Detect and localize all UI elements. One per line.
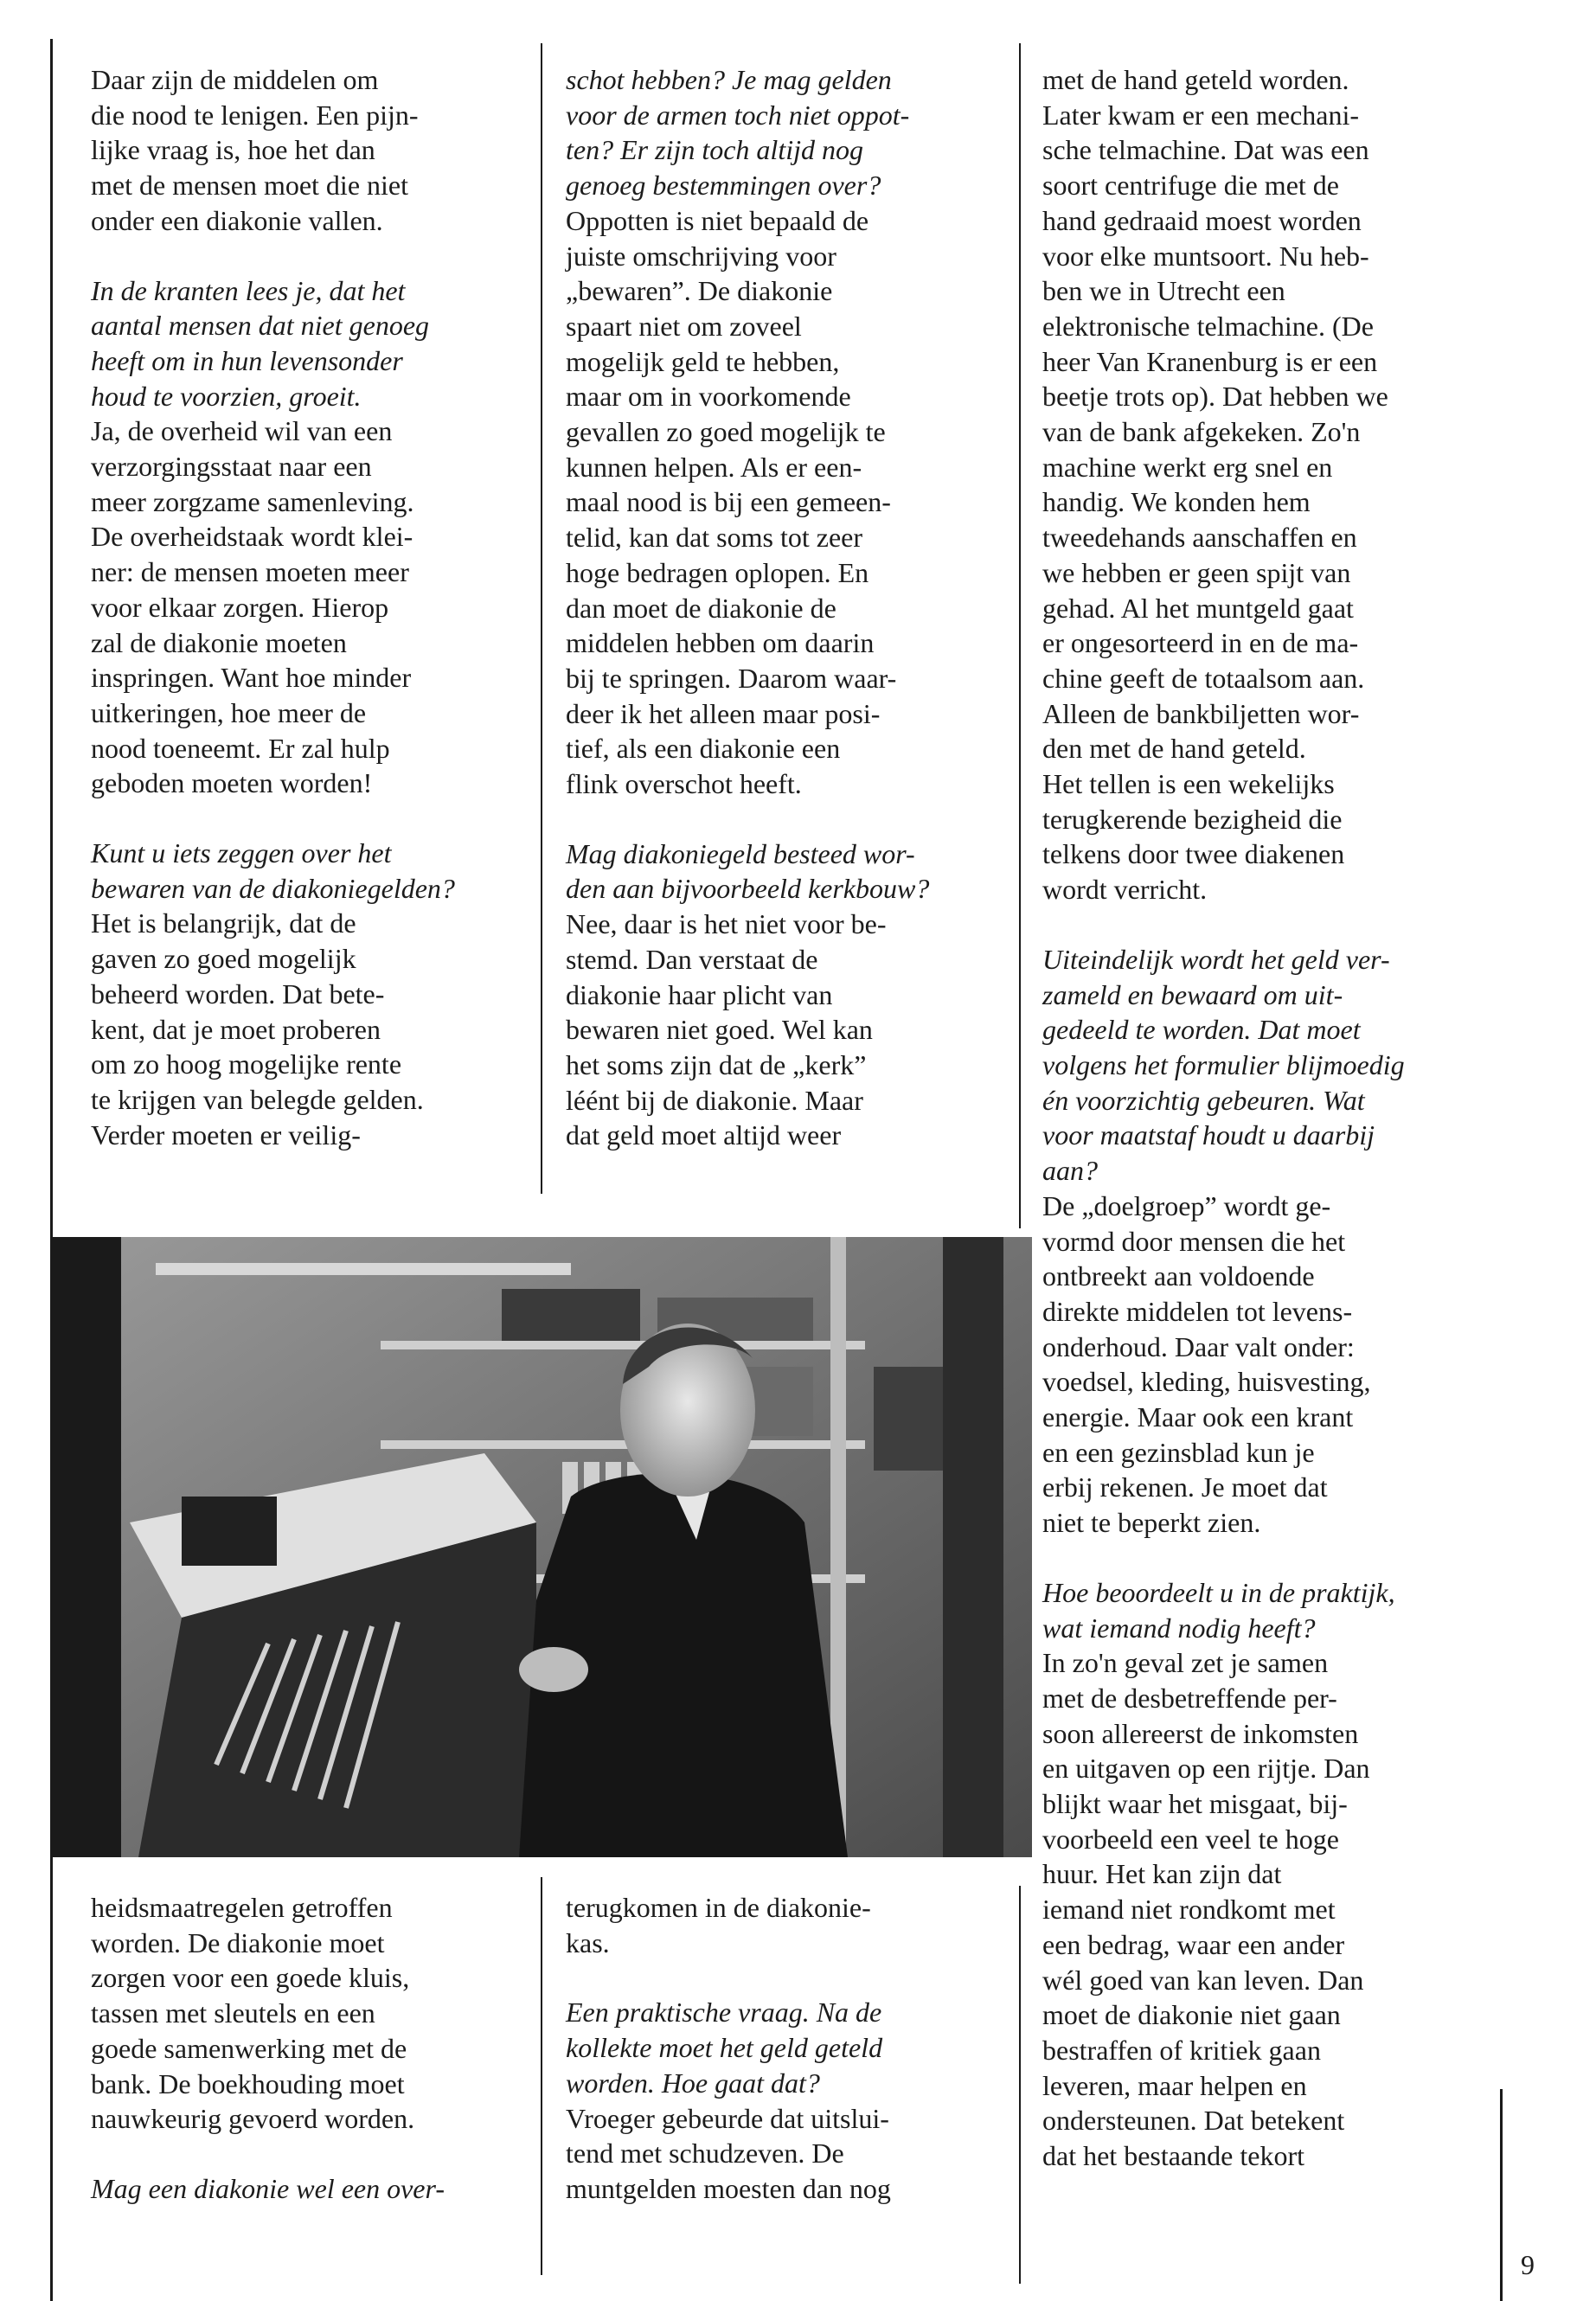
interview-answer bbox=[566, 2101, 1007, 2207]
left-margin-rule bbox=[50, 39, 53, 2301]
text-line: nood toeneemt. Er zal hulp bbox=[91, 732, 390, 764]
text-line: soon allereerst de inkomsten bbox=[1042, 1717, 1359, 1749]
column-1-bottom bbox=[91, 1890, 523, 2207]
text-line: telid, kan dat soms tot zeer bbox=[566, 522, 863, 554]
text-line: dat het bestaande tekort bbox=[1042, 2140, 1304, 2172]
interview-answer bbox=[91, 62, 523, 239]
text-line: ten? Er zijn toch altijd nog bbox=[566, 134, 863, 166]
text-line: hoge bedragen oplopen. En bbox=[566, 556, 869, 588]
text-line: Kunt u iets zeggen over het bbox=[91, 837, 392, 869]
text-line: onder een diakonie vallen. bbox=[91, 204, 383, 236]
text-line: voor de armen toch niet oppot- bbox=[566, 99, 910, 131]
text-line: Het tellen is een wekelijks bbox=[1042, 768, 1335, 800]
interview-answer bbox=[1042, 62, 1492, 907]
text-line: tief, als een diakonie een bbox=[566, 733, 841, 765]
text-line: heeft om in hun levensonder bbox=[91, 344, 403, 376]
text-line: gehad. Al het muntgeld gaat bbox=[1042, 592, 1354, 624]
text-line: er ongesorteerd in en de ma- bbox=[1042, 627, 1359, 659]
text-line: aan? bbox=[1042, 1155, 1098, 1187]
text-line: hand gedraaid moest worden bbox=[1042, 204, 1362, 236]
text-line: wordt verricht. bbox=[1042, 874, 1208, 906]
text-line: tweedehands aanschaffen en bbox=[1042, 522, 1357, 554]
text-line: én voorzichtig gebeuren. Wat bbox=[1042, 1084, 1365, 1116]
text-line: chine geeft de totaalsom aan. bbox=[1042, 662, 1365, 694]
text-line: een bedrag, waar een ander bbox=[1042, 1928, 1345, 1960]
text-line: zameld en bewaard om uit- bbox=[1042, 978, 1343, 1010]
interview-answer bbox=[91, 1890, 523, 2137]
text-line: en uitgaven op een rijtje. Dan bbox=[1042, 1753, 1370, 1785]
text-line: den aan bijvoorbeeld kerkbouw? bbox=[566, 873, 930, 905]
interview-answer bbox=[566, 203, 1007, 802]
text-line: Nee, daar is het niet voor be- bbox=[566, 908, 887, 940]
column-rule-1-bottom bbox=[541, 1877, 542, 2275]
text-line: diakonie haar plicht van bbox=[566, 978, 833, 1010]
text-line: met de mensen moet die niet bbox=[91, 170, 408, 202]
text-line: bank. De boekhouding moet bbox=[91, 2067, 405, 2099]
text-line: worden. Hoe gaat dat? bbox=[566, 2067, 820, 2099]
text-line: blijkt waar het misgaat, bij- bbox=[1042, 1788, 1348, 1820]
text-line: flink overschot heeft. bbox=[566, 768, 802, 800]
interview-question bbox=[566, 1995, 1007, 2100]
column-2-bottom bbox=[566, 1890, 1007, 2207]
text-line: Mag diakoniegeld besteed wor- bbox=[566, 837, 915, 869]
photo-illustration bbox=[52, 1237, 1032, 1857]
text-line: volgens het formulier blijmoedig bbox=[1042, 1048, 1405, 1080]
text-line: erbij rekenen. Je moet dat bbox=[1042, 1471, 1328, 1503]
text-line: ontbreekt aan voldoende bbox=[1042, 1260, 1315, 1292]
page-number: 9 bbox=[1521, 2249, 1535, 2280]
text-line: gaven zo goed mogelijk bbox=[91, 943, 356, 975]
text-line: bestraffen of kritiek gaan bbox=[1042, 2034, 1321, 2066]
text-line: gedeeld te worden. Dat moet bbox=[1042, 1014, 1361, 1046]
text-line: kollekte moet het geld geteld bbox=[566, 2032, 883, 2064]
text-line: handig. We konden hem bbox=[1042, 486, 1311, 518]
text-line: Later kwam er een mechani- bbox=[1042, 99, 1360, 131]
text-line: we hebben er geen spijt van bbox=[1042, 556, 1351, 588]
text-line: muntgelden moesten dan nog bbox=[566, 2172, 891, 2204]
text-line: Oppotten is niet bepaald de bbox=[566, 204, 869, 236]
text-line: De overheidstaak wordt klei- bbox=[91, 521, 413, 553]
interview-question bbox=[91, 2171, 523, 2207]
text-line: die nood te lenigen. Een pijn- bbox=[91, 99, 419, 131]
text-line: voorbeeld een veel te hoge bbox=[1042, 1823, 1339, 1855]
text-line: aantal mensen dat niet genoeg bbox=[91, 310, 430, 342]
text-line: inspringen. Want hoe minder bbox=[91, 662, 412, 694]
interview-answer bbox=[566, 907, 1007, 1153]
text-line: huur. Het kan zijn dat bbox=[1042, 1858, 1282, 1890]
text-line: dat geld moet altijd weer bbox=[566, 1119, 842, 1151]
text-line: deer ik het alleen maar posi- bbox=[566, 697, 881, 729]
text-line: kunnen helpen. Als er een- bbox=[566, 451, 862, 483]
text-line: „bewaren”. De diakonie bbox=[566, 275, 833, 307]
text-line: worden. De diakonie moet bbox=[91, 1926, 385, 1958]
interview-question bbox=[1042, 942, 1492, 1189]
column-rule-2-top bbox=[1019, 43, 1021, 1228]
text-line: beheerd worden. Dat bete- bbox=[91, 977, 385, 1009]
text-line: Uiteindelijk wordt het geld ver- bbox=[1042, 943, 1390, 975]
text-line: lijke vraag is, hoe het dan bbox=[91, 134, 375, 166]
text-line: De „doelgroep” wordt ge- bbox=[1042, 1189, 1331, 1221]
text-line: kas. bbox=[566, 1926, 610, 1958]
text-line: ondersteunen. Dat betekent bbox=[1042, 2105, 1345, 2137]
text-line: zorgen voor een goede kluis, bbox=[91, 1962, 410, 1994]
text-line: Mag een diakonie wel een over- bbox=[91, 2172, 445, 2204]
text-line: machine werkt erg snel en bbox=[1042, 451, 1333, 483]
text-line: tassen met sleutels en een bbox=[91, 1997, 375, 2029]
interview-question bbox=[91, 836, 523, 906]
text-line: vormd door mensen die het bbox=[1042, 1225, 1346, 1257]
text-line: léént bij de diakonie. Maar bbox=[566, 1084, 863, 1116]
text-line: Verder moeten er veilig- bbox=[91, 1118, 361, 1150]
text-line: Ja, de overheid wil van een bbox=[91, 415, 393, 447]
text-line: bij te springen. Daarom waar- bbox=[566, 662, 897, 694]
text-line: met de desbetreffende per- bbox=[1042, 1682, 1337, 1714]
text-line: voor maatstaf houdt u daarbij bbox=[1042, 1119, 1375, 1151]
text-line: te krijgen van belegde gelden. bbox=[91, 1083, 424, 1115]
text-line: leveren, maar helpen en bbox=[1042, 2069, 1307, 2101]
text-line: maar om in voorkomende bbox=[566, 381, 851, 413]
text-line: Alleen de bankbiljetten wor- bbox=[1042, 697, 1360, 729]
text-line: In de kranten lees je, dat het bbox=[91, 274, 406, 306]
text-line: dan moet de diakonie de bbox=[566, 592, 836, 624]
text-line: maal nood is bij een gemeen- bbox=[566, 486, 891, 518]
interview-answer bbox=[1042, 1645, 1492, 2174]
text-line: Daar zijn de middelen om bbox=[91, 64, 379, 95]
interview-question bbox=[566, 836, 1007, 907]
text-line: moet de diakonie niet gaan bbox=[1042, 1999, 1341, 2031]
text-line: zal de diakonie moeten bbox=[91, 626, 347, 658]
column-3 bbox=[1042, 62, 1492, 2174]
text-line: juiste omschrijving voor bbox=[566, 240, 836, 272]
text-line: bewaren niet goed. Wel kan bbox=[566, 1014, 873, 1046]
text-line: onderhoud. Daar valt onder: bbox=[1042, 1330, 1355, 1362]
text-line: energie. Maar ook een krant bbox=[1042, 1401, 1354, 1433]
text-line: het soms zijn dat de „kerk” bbox=[566, 1048, 867, 1080]
text-line: spaart niet om zoveel bbox=[566, 310, 802, 342]
text-line: Vroeger gebeurde dat uitslui- bbox=[566, 2102, 889, 2134]
text-line: schot hebben? Je mag gelden bbox=[566, 64, 892, 95]
text-line: ben we in Utrecht een bbox=[1042, 275, 1285, 307]
text-line: voedsel, kleding, huisvesting, bbox=[1042, 1366, 1371, 1398]
text-line: soort centrifuge die met de bbox=[1042, 170, 1339, 202]
interview-answer bbox=[91, 413, 523, 801]
column-rule-2-bottom bbox=[1019, 1886, 1021, 2284]
text-line: wat iemand nodig heeft? bbox=[1042, 1612, 1316, 1644]
text-line: en een gezinsblad kun je bbox=[1042, 1436, 1315, 1468]
text-line: elektronische telmachine. (De bbox=[1042, 310, 1374, 342]
text-line: Hoe beoordeelt u in de praktijk, bbox=[1042, 1576, 1395, 1608]
right-margin-rule bbox=[1500, 2089, 1503, 2301]
text-line: voor elke muntsoort. Nu heb- bbox=[1042, 240, 1369, 272]
text-line: met de hand geteld worden. bbox=[1042, 64, 1349, 95]
interview-question bbox=[91, 273, 523, 414]
text-line: den met de hand geteld. bbox=[1042, 733, 1306, 765]
text-line: In zo'n geval zet je samen bbox=[1042, 1647, 1329, 1679]
text-line: iemand niet rondkomt met bbox=[1042, 1894, 1336, 1926]
text-line: gevallen zo goed mogelijk te bbox=[566, 416, 886, 448]
text-line: niet te beperkt zien. bbox=[1042, 1507, 1261, 1539]
text-line: voor elkaar zorgen. Hierop bbox=[91, 591, 389, 623]
text-line: houd te voorzien, groeit. bbox=[91, 380, 362, 412]
text-line: Een praktische vraag. Na de bbox=[566, 1997, 882, 2029]
text-line: heidsmaatregelen getroffen bbox=[91, 1892, 393, 1923]
text-line: ner: de mensen moeten meer bbox=[91, 556, 409, 588]
text-line: om zo hoog mogelijke rente bbox=[91, 1048, 402, 1080]
text-line: middelen hebben om daarin bbox=[566, 627, 875, 659]
text-line: bewaren van de diakoniegelden? bbox=[91, 872, 455, 904]
interview-question bbox=[1042, 1575, 1492, 1645]
column-rule-1-top bbox=[541, 43, 542, 1194]
text-line: sche telmachine. Dat was een bbox=[1042, 134, 1369, 166]
interview-answer bbox=[91, 906, 523, 1152]
text-line: van de bank afgekeken. Zo'n bbox=[1042, 416, 1361, 448]
text-line: geboden moeten worden! bbox=[91, 767, 373, 799]
text-line: genoeg bestemmingen over? bbox=[566, 170, 881, 202]
interview-answer bbox=[1042, 1189, 1492, 1541]
text-line: terugkerende bezigheid die bbox=[1042, 803, 1343, 835]
article-photo bbox=[52, 1237, 1032, 1857]
text-line: telkens door twee diakenen bbox=[1042, 838, 1345, 870]
text-line: goede samenwerking met de bbox=[91, 2032, 407, 2064]
text-line: verzorgingsstaat naar een bbox=[91, 451, 372, 483]
text-line: direkte middelen tot levens- bbox=[1042, 1295, 1353, 1327]
text-line: uitkeringen, hoe meer de bbox=[91, 696, 367, 728]
text-line: beetje trots op). Dat hebben we bbox=[1042, 381, 1388, 413]
text-line: stemd. Dan verstaat de bbox=[566, 943, 818, 975]
text-line: wél goed van kan leven. Dan bbox=[1042, 1964, 1364, 1996]
text-line: kent, dat je moet proberen bbox=[91, 1013, 381, 1045]
column-2-top bbox=[566, 62, 1007, 1153]
text-line: meer zorgzame samenleving. bbox=[91, 485, 414, 517]
text-line: Het is belangrijk, dat de bbox=[91, 907, 356, 939]
interview-question bbox=[566, 62, 1007, 203]
text-line: tend met schudzeven. De bbox=[566, 2138, 844, 2170]
text-line: terugkomen in de diakonie- bbox=[566, 1892, 871, 1923]
text-line: heer Van Kranenburg is er een bbox=[1042, 345, 1378, 377]
text-line: mogelijk geld te hebben, bbox=[566, 345, 840, 377]
interview-answer bbox=[566, 1890, 1007, 1960]
text-line: nauwkeurig gevoerd worden. bbox=[91, 2103, 415, 2135]
column-1-top bbox=[91, 62, 523, 1152]
